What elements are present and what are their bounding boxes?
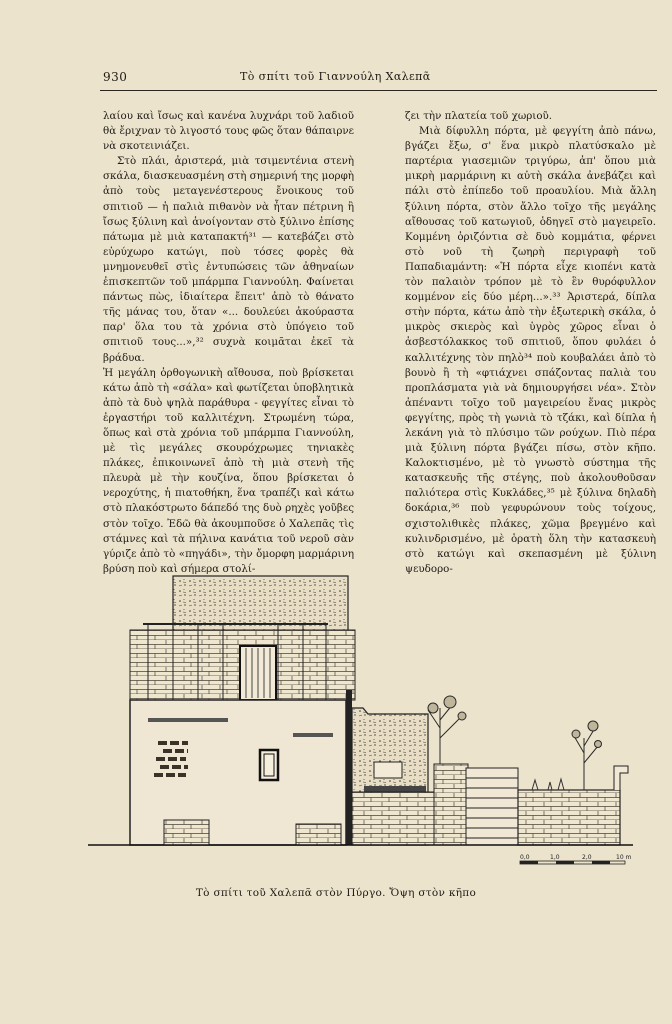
annex-building — [352, 708, 444, 845]
elevation-svg — [88, 568, 668, 868]
garden-wall — [518, 766, 628, 845]
paragraph: Στὸ πλάι, ἀριστερά, μιὰ τσιμεντένια στενὴ σκάλα, διασκευασμένη στὴ σημερινή της μορφὴ ἀπὸ τοὺς μεταγενέστερους ἔνοικους τοῦ σπιτιοῦ — ἡ παλιὰ πιθανὸν νὰ ἦταν πέτρινη ἢ ἴσως ξύλινη καὶ ἀνοίγονταν στὸ ξύλινο ἐπίσης πάτωμα μὲ μιὰ καταπακτή³¹ — κατεβάζει στὸ εὐρύχωρο κατώγι, ποὺ τόσες φορὲς θὰ μνημονευθεῖ στὶς ἐντυπώσεις τῶν ἀθηναίων ἐπισκεπτῶν τοῦ μπάρμπα Γιαννούλη. Φαίνεται πάντως πὼς, ἰδιαίτερα ἔπειτ' ἀπὸ τὸ θάνατο τῆς μάνας του, ὅταν «... δουλεύει ἀκούραστα παρ' ὅλα του τὰ χρόνια στὸ ὑπόγειο τοῦ σπιτιοῦ τους...»,³² συχνὰ κοιμᾶται ἐκεῖ τὰ βράδυα. — [103, 155, 354, 364]
lower-storey-wall — [130, 690, 352, 845]
page-number: 930 — [103, 70, 128, 84]
right-text-column — [405, 109, 656, 577]
scale-label: 0,0 — [520, 854, 530, 861]
header-rule — [100, 90, 657, 91]
house-elevation-drawing — [88, 568, 668, 868]
scale-bar — [520, 854, 632, 864]
tree-drawing — [428, 696, 466, 768]
small-tree-drawing — [532, 721, 602, 790]
scale-label: 10 m — [616, 854, 632, 861]
running-title: Τὸ σπίτι τοῦ Γιαννούλη Χαλεπᾶ — [240, 70, 431, 83]
paragraph: λαίου καὶ ἴσως καὶ κανένα λυχνάρι τοῦ λαδιοῦ θὰ ἔριχναν τὸ λιγοστό τους φῶς ὅταν θάπαιρνε νὰ σκοτεινιάζει. — [103, 110, 354, 153]
paragraph: Μιὰ δίφυλλη πόρτα, μὲ φεγγίτη ἀπὸ πάνω, βγάζει ἔξω, σ' ἕνα μικρὸ πλατύσκαλο μὲ παρτέρια γιασεμιῶν τριγύρω, ἀπ' ὅπου μιὰ μικρὴ μαρμάρινη κι αὐτὴ σκάλα ἀνεβάζει καὶ πάλι στὸ ἐπίπεδο τοῦ προαυλίου. Μιὰ ἄλλη ξύλινη πόρτα, στὸν ἄλλο τοῖχο τῆς μεγάλης αἴθουσας τοῦ κατωγιοῦ, ὁδηγεῖ στὸ μαγειρεῖο. Κομμένη ὁριζόντια σὲ δυὸ κομμάτια, φέρνει στὸ νοῦ τὴ ζωηρὴ περιγραφὴ τοῦ Παπαδιαμάντη: «Ἡ πόρτα εἶχε κιοπένι κατὰ τὸν παλαιὸν τρόπον μὲ τὸ ἓν θυρόφυλλον κομμένον εἰς δύο μέρη...».³³ Ἀριστερά, δίπλα στὴν πόρτα, κάτω ἀπὸ τὴν ἐξωτερικὴ σκάλα, ὁ μικρὸς σκιερὸς καὶ ὑγρὸς χῶρος εἶναι ὁ ἀσβεστόλακκος τοῦ σπιτιοῦ, ὅπου φυλάει ὁ καλλιτέχνης τὸν πηλὸ³⁴ ποὺ κουβαλάει ἀπὸ τὸ βουνὸ ἢ τὴ «φτιάχνει σπάζοντας παλιὰ του προπλάσματα γιὰ νὰ δημιουργήσει νέα». Στὸν ἀπέναντι τοῖχο τοῦ μαγειρείου ἕνας μικρὸς φεγγίτης, πρὸς τὴ γωνιὰ τὸ τζάκι, καὶ δίπλα ἡ λεκάνη γιὰ τὸ πλύσιμο τῶν ρούχων. Πιὸ πέρα μιὰ ξύλινη πόρτα βγάζει πίσω, στὸν κῆπο. Καλοκτισμένο, μὲ τὸ γνωστὸ σύστημα τῆς κατασκευῆς τῆς στέγης, ποὺ ἀκολουθοῦσαν παλιότερα στὶς Κυκλάδες,³⁵ μὲ ξύλινα δηλαδὴ δοκάρια,³⁶ ποὺ γεφυρώνουν τοὺς τοίχους, σχιστολιθικὲς πλάκες, χῶμα βρεγμένο καὶ κυλινδρισμένο, μὲ ὁρατὴ ὅλη τὴν κατασκευὴ στὸ κατώγι καὶ σκεπασμένη μὲ ξύλινη ψευδορο- — [405, 125, 656, 575]
upper-storey — [130, 576, 355, 700]
figure-caption: Τὸ σπίτι τοῦ Χαλεπᾶ στὸν Πύργο. Ὄψη στὸν κῆπο — [195, 887, 477, 899]
garden-stairs — [434, 764, 518, 845]
scale-label: 1,0 — [550, 854, 560, 861]
scale-label: 2,0 — [582, 854, 592, 861]
paragraph: ζει τὴν πλατεία τοῦ χωριοῦ. — [405, 110, 553, 122]
paragraph: Ἡ μεγάλη ὀρθογωνικὴ αἴθουσα, ποὺ βρίσκεται κάτω ἀπὸ τὴ «σάλα» καὶ φωτίζεται ὑποβλητικὰ ἀπὸ τὰ δυὸ ψηλὰ παράθυρα - φεγγίτες εἶναι τὸ ἐργαστήρι τοῦ καλλιτέχνη. Στρωμένη τώρα, ὅπως καὶ στὰ χρόνια τοῦ μπάρμπα Γιαννούλη, μὲ τὶς μεγάλες σκουρόχρωμες τηνιακὲς πλάκες, ἐπικοινωνεῖ ἀπὸ τὴ μιὰ στενὴ τῆς πλευρὰ μὲ τὴν κουζίνα, ὅπου βρίσκεται ὁ νεροχύτης, ἡ πιατοθήκη, ἕνα τραπέζι καὶ κάτω στὸ πλακόστρωτο δάπεδό της δυὸ ρηχὲς γοῦβες στὸν τοῖχο. Ἐδῶ θὰ ἀκουμποῦσε ὁ Χαλεπᾶς τὶς στάμνες καὶ τὰ πήλινα κανάτια τοῦ νεροῦ σὰν γύριζε ἀπὸ τὸ «πηγάδι», τὴν ὄμορφη μαρμάρινη βρύση ποὺ καὶ σήμερα στολί- — [103, 366, 354, 575]
left-text-column — [103, 109, 354, 577]
